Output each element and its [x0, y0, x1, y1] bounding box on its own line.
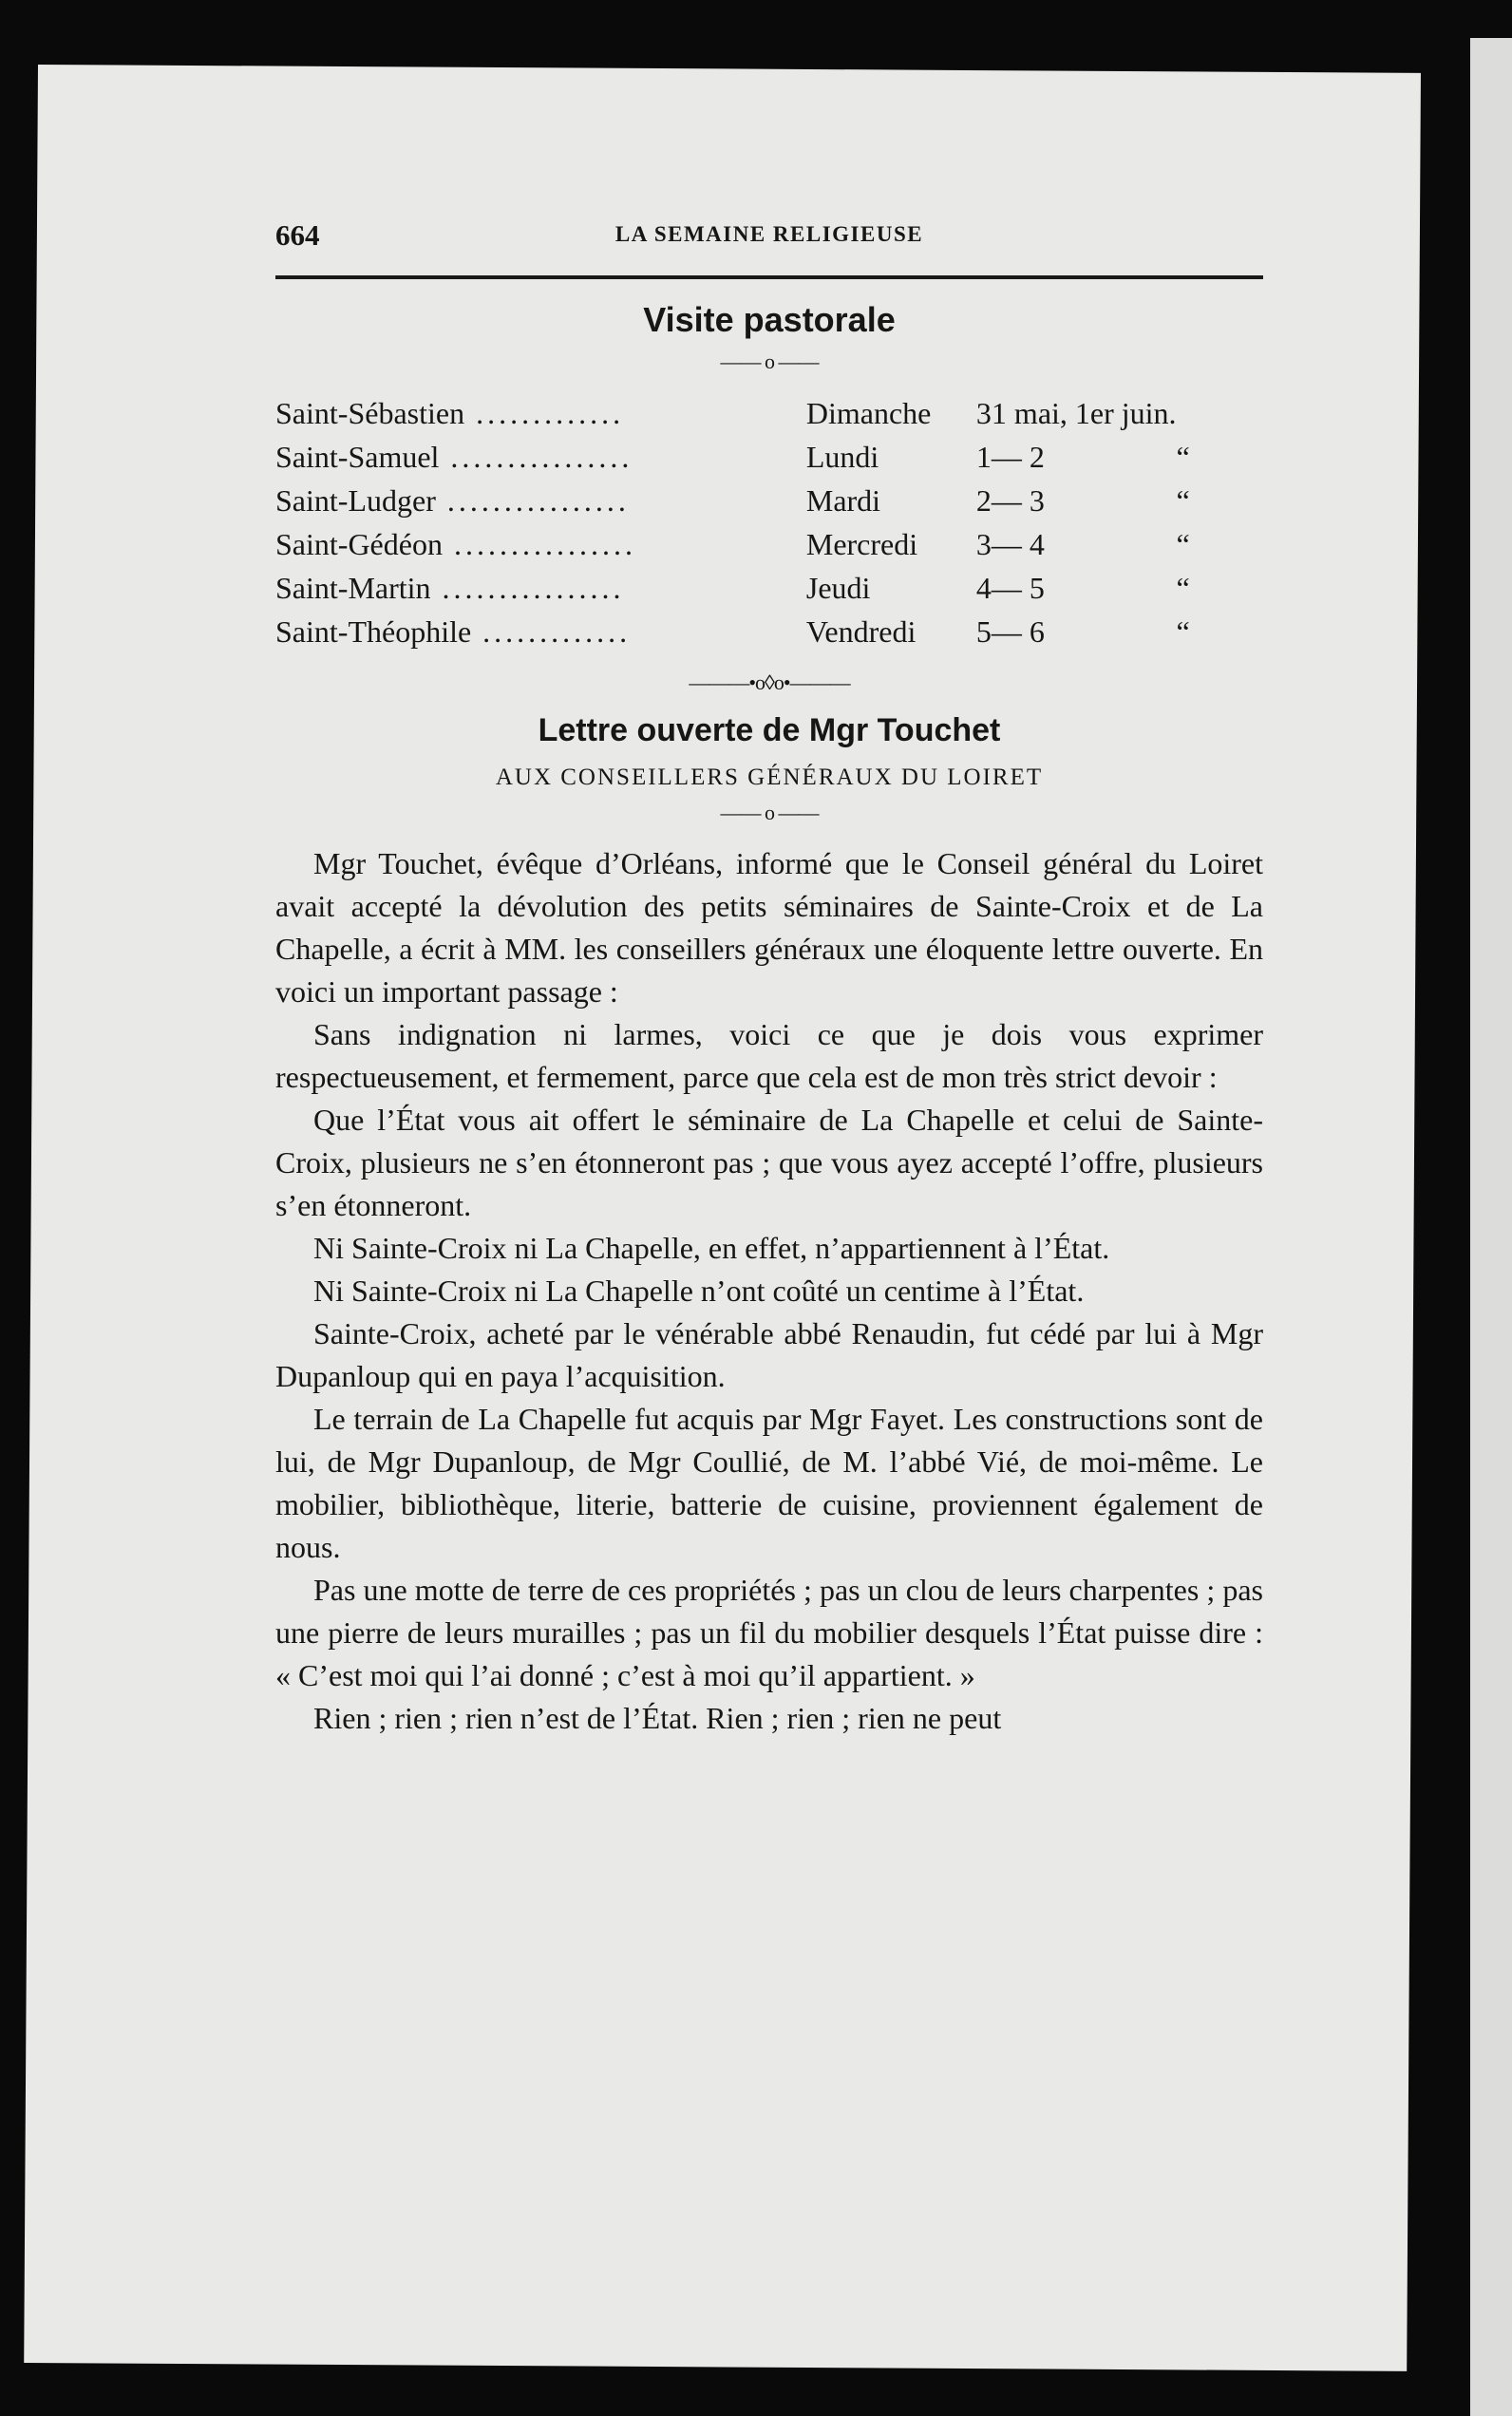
running-title: LA SEMAINE RELIGIEUSE	[614, 222, 924, 246]
schedule-place: Saint-Sébastien .............	[275, 396, 625, 430]
schedule-dates: 31 mai, 1er juin.	[975, 396, 1177, 430]
body-paragraph: Sans indignation ni larmes, voici ce que je dois vous exprimer respectueusement, et fermement, parce que cela est de mon très strict devoir :	[275, 1017, 1263, 1094]
schedule-row	[275, 566, 1225, 610]
schedule-place: Saint-Théophile .............	[275, 614, 632, 649]
body-paragraph: Ni Sainte-Croix ni La Chapelle n’ont coûté un centime à l’État.	[313, 1274, 1085, 1308]
schedule-ditto: “	[1176, 440, 1190, 474]
schedule-row	[275, 610, 1225, 653]
lettre-body	[275, 842, 1263, 1740]
schedule-ditto: “	[1176, 614, 1190, 649]
body-paragraph: Pas une motte de terre de ces propriétés ; pas un clou de leurs charpentes ; pas une pierre de leurs murailles ; pas un fil du mobilier desquels l’État puisse dire : « C’est moi qui l’ai donné ; c’est à moi qu’il appartient. »	[275, 1573, 1263, 1692]
section-end-ornament: ———•o◊o•———	[689, 670, 850, 694]
schedule-row	[275, 522, 1225, 566]
body-paragraph: Le terrain de La Chapelle fut acquis par Mgr Fayet. Les constructions sont de lui, de Mgr Dupanloup, de Mgr Coullié, de M. l’abbé Vié, de moi-même. Le mobilier, bibliothèque, literie, batterie de cuisine, proviennent également de nous.	[275, 1402, 1263, 1564]
schedule-ditto: “	[1176, 527, 1190, 561]
body-paragraph: Sainte-Croix, acheté par le vénérable abbé Renaudin, fut cédé par lui à Mgr Dupanloup qui en paya l’acquisition.	[275, 1316, 1263, 1393]
schedule-place: Saint-Gédéon ................	[275, 527, 636, 561]
schedule-dates: 5— 6	[975, 614, 1045, 649]
schedule-day: Dimanche	[805, 396, 932, 430]
body-paragraph: Que l’État vous ait offert le séminaire de La Chapelle et celui de Sainte-Croix, plusieurs ne s’en étonneront pas ; que vous ayez accepté l’offre, plusieurs s’en étonneront.	[275, 1103, 1263, 1222]
body-paragraph: Mgr Touchet, évêque d’Orléans, informé que le Conseil général du Loiret avait accepté la dévolution des petits séminaires de Sainte-Croix et de La Chapelle, a écrit à MM. les conseillers généraux une éloquente lettre ouverte. En voici un important passage :	[275, 846, 1263, 1009]
visite-schedule	[275, 391, 1225, 653]
schedule-dates: 3— 4	[975, 527, 1045, 561]
page-number: 664	[275, 218, 320, 252]
adjacent-page-edge	[1470, 38, 1512, 2416]
schedule-row	[275, 479, 1225, 522]
schedule-ditto: “	[1176, 483, 1190, 518]
body-paragraph: Ni Sainte-Croix ni La Chapelle, en effet, n’appartiennent à l’État.	[313, 1231, 1110, 1265]
body-paragraph: Rien ; rien ; rien n’est de l’État. Rien ; rien ; rien ne peut	[313, 1701, 1002, 1735]
schedule-dates: 1— 2	[975, 440, 1045, 474]
lettre-title: Lettre ouverte de Mgr Touchet	[538, 712, 1001, 748]
page-content	[275, 218, 1263, 1740]
schedule-day: Mercredi	[805, 527, 918, 561]
schedule-day: Mardi	[805, 483, 881, 518]
schedule-dates: 2— 3	[975, 483, 1045, 518]
lettre-subtitle: AUX CONSEILLERS GÉNÉRAUX DU LOIRET	[495, 764, 1044, 790]
visite-separator: —— o ——	[720, 349, 819, 373]
running-header	[275, 218, 1263, 279]
schedule-day: Jeudi	[805, 571, 871, 605]
schedule-place: Saint-Ludger ................	[275, 483, 630, 518]
schedule-ditto: “	[1176, 571, 1190, 605]
schedule-dates: 4— 5	[975, 571, 1045, 605]
schedule-ditto	[1177, 391, 1225, 435]
lettre-separator: —— o ——	[720, 801, 819, 824]
schedule-day: Vendredi	[805, 614, 917, 649]
schedule-place: Saint-Martin ................	[275, 571, 625, 605]
visite-title: Visite pastorale	[643, 300, 896, 339]
schedule-place: Saint-Samuel ................	[275, 440, 633, 474]
schedule-row	[275, 435, 1225, 479]
schedule-day: Lundi	[805, 440, 879, 474]
schedule-row	[275, 391, 1225, 435]
